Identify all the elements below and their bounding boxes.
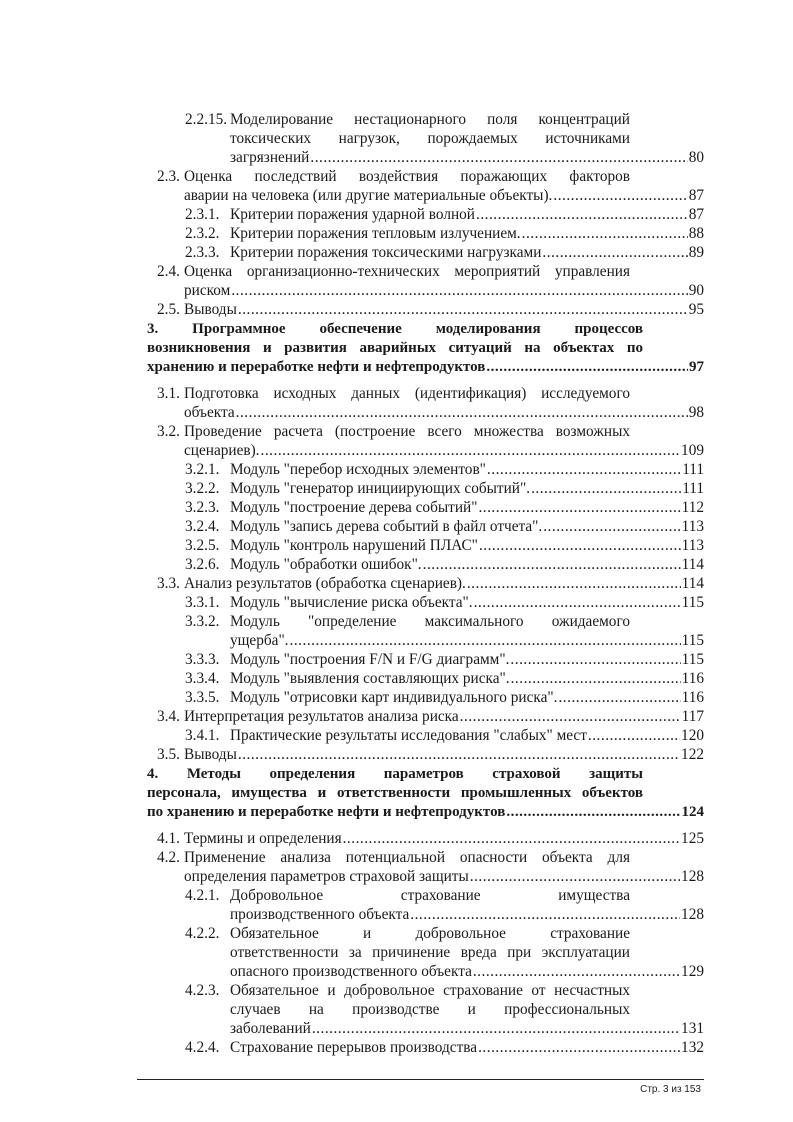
dot-leader (310, 148, 687, 167)
toc-entry-title: Модуль "обработки ошибок". (230, 556, 422, 573)
toc-entry-title: объекта (184, 404, 235, 421)
toc-entry[interactable] (0, 745, 793, 764)
dot-leader (478, 1038, 680, 1057)
toc-entry-title: Выводы (184, 301, 237, 318)
dot-leader (312, 1019, 680, 1038)
toc-entry-number: 3.1. (157, 385, 180, 402)
dot-leader (470, 867, 680, 886)
dot-leader (231, 281, 687, 300)
toc-entry-title: хранению и переработке нефти и нефтепродуктов (147, 359, 486, 375)
toc-entry-title: Программное обеспечение моделирования процессов (192, 321, 643, 337)
toc-entry-title: Обязательное и добровольное страхование от несчастных (230, 982, 630, 999)
dot-leader (473, 962, 680, 981)
dot-leader (558, 688, 680, 707)
toc-entry-title: Практические результаты исследования "слабых" мест (230, 727, 587, 744)
toc-entry-page: 132 (681, 1039, 704, 1056)
dot-leader (478, 498, 680, 517)
toc-entry[interactable] (0, 981, 793, 1038)
toc-entry-page: 125 (681, 830, 704, 847)
toc-entry-title: Выводы (184, 746, 237, 763)
toc-entry-number: 3.2.1. (185, 461, 220, 478)
toc-entry-number: 2.3.2. (185, 225, 220, 242)
toc-entry-number: 3.3.2. (185, 613, 220, 630)
toc-entry-title: Добровольное страхование имущества (230, 887, 630, 904)
toc-entry-title: Обязательное и добровольное страхование (230, 925, 630, 942)
toc-entry[interactable] (0, 765, 793, 822)
toc-entry-page: 128 (681, 906, 704, 923)
dot-leader (553, 186, 687, 205)
toc-entry-page: 114 (681, 575, 704, 592)
toc-entry-number: 2.3. (157, 168, 180, 185)
toc-entry[interactable] (0, 688, 793, 707)
toc-entry-number: 3.2.6. (185, 556, 220, 573)
toc-entry[interactable] (0, 224, 793, 243)
toc-entry-title: аварии на человека (или другие материальные объекты). (184, 187, 553, 204)
toc-entry[interactable] (0, 479, 793, 498)
toc-entry-title: Оценка последствий воздействия поражающих факторов (184, 168, 630, 185)
toc-entry[interactable] (0, 167, 793, 205)
toc-entry-page: 131 (681, 1020, 704, 1037)
toc-entry[interactable] (0, 320, 793, 377)
toc-entry-page: 98 (688, 404, 704, 421)
toc-entry-number: 3.4. (157, 708, 180, 725)
toc-entry[interactable] (0, 650, 793, 669)
toc-entry-page: 113 (681, 518, 704, 535)
toc-entry-title: Интерпретация результатов анализа риска (184, 708, 459, 725)
toc-entry-page: 124 (681, 804, 704, 820)
footer-divider (137, 1079, 704, 1080)
dot-leader (261, 441, 681, 460)
toc-entry-page: 128 (681, 868, 704, 885)
dot-leader (343, 829, 680, 848)
toc-entry-number: 4.2.3. (185, 982, 220, 999)
toc-entry-page: 111 (682, 480, 704, 497)
toc-entry-page: 129 (681, 963, 704, 980)
toc-entry[interactable] (0, 1038, 793, 1057)
toc-entry-page: 89 (688, 244, 704, 261)
toc-entry-page: 97 (689, 359, 704, 375)
toc-entry-page: 117 (681, 708, 704, 725)
toc-entry-page: 113 (681, 537, 704, 554)
toc-entry-title: Модуль "вычисление риска объекта". (230, 594, 473, 611)
toc-entry-number: 3.2.5. (185, 537, 220, 554)
toc-entry-title: Модуль "контроль нарушений ПЛАС" (230, 537, 478, 554)
page-number-footer: Стр. 3 из 153 (640, 1084, 701, 1095)
toc-entry-title: Проведение расчета (построение всего множества возможных (184, 423, 630, 440)
toc-entry[interactable] (0, 498, 793, 517)
toc-entry-title: Применение анализа потенциальной опасности объекта для (184, 849, 630, 866)
toc-entry-title: производственного объекта (230, 906, 410, 923)
toc-entry[interactable] (0, 460, 793, 479)
toc-entry-title: Подготовка исходных данных (идентификация) исследуемого (184, 385, 630, 402)
toc-entry-title: Модуль "построение дерева событий" (230, 499, 478, 516)
toc-entry-page: 88 (688, 225, 704, 242)
toc-entry-page: 111 (682, 461, 704, 478)
toc-entry-title: Моделирование нестационарного поля концентраций (230, 111, 630, 128)
toc-entry-title: сценариев). (184, 442, 260, 459)
toc-entry-page: 115 (681, 651, 704, 668)
toc-entry-number: 4.2.1. (185, 887, 220, 904)
toc-entry-page: 114 (681, 556, 704, 573)
toc-entry[interactable] (0, 555, 793, 574)
toc-entry-number: 2.4. (157, 263, 180, 280)
toc-entry-title: Анализ результатов (обработка сценариев). (184, 575, 466, 592)
toc-entry[interactable] (0, 384, 793, 422)
toc-entry-number: 2.3.1. (185, 206, 220, 223)
dot-leader (290, 631, 681, 650)
toc-entry-number: 3.3.4. (185, 670, 220, 687)
dot-leader (511, 669, 681, 688)
toc-entry-number: 4.1. (157, 830, 180, 847)
dot-leader (486, 358, 688, 377)
toc-entry-page: 87 (688, 206, 704, 223)
toc-entry-number: 2.3.3. (185, 244, 220, 261)
toc-entry-page: 109 (681, 442, 704, 459)
toc-entry-title: загрязнений (230, 149, 310, 166)
toc-entry-number: 3.2.4. (185, 518, 220, 535)
toc-entry[interactable] (0, 848, 793, 886)
toc-entry-title: возникновения и развития аварийных ситуаций на объектах по (147, 340, 643, 356)
toc-entry-page: 112 (681, 499, 704, 516)
toc-entry[interactable] (0, 829, 793, 848)
dot-leader (467, 574, 681, 593)
toc-entry-title: Критерии поражения ударной волной (230, 206, 475, 223)
toc-entry[interactable] (0, 517, 793, 536)
toc-entry-title: Модуль "определение максимального ожидаемого (230, 613, 630, 630)
toc-entry-page: 116 (681, 670, 704, 687)
toc-entry-number: 4.2.2. (185, 925, 220, 942)
toc-entry-title: случаев на производстве и профессиональных (230, 1001, 630, 1018)
dot-leader (238, 300, 688, 319)
toc-entry[interactable] (0, 886, 793, 924)
dot-leader (474, 593, 681, 612)
toc-entry-title: ущерба". (230, 632, 289, 649)
toc-entry-page: 115 (681, 632, 704, 649)
toc-entry-page: 90 (688, 282, 704, 299)
toc-entry-page: 120 (681, 727, 704, 744)
toc-entry-page: 95 (688, 301, 704, 318)
toc-entry-number: 3.4.1. (185, 727, 220, 744)
toc-entry-title: Термины и определения (184, 830, 342, 847)
toc-entry[interactable] (0, 574, 793, 593)
dot-leader (506, 803, 680, 822)
toc-entry-page: 80 (688, 149, 704, 166)
toc-entry-title: Модуль "запись дерева событий в файл отчета". (230, 518, 543, 535)
toc-entry-title: Модуль "перебор исходных элементов" (230, 461, 486, 478)
toc-entry-number: 3.2. (157, 423, 180, 440)
toc-entry-page: 116 (681, 689, 704, 706)
toc-entry-title: Критерии поражения токсическими нагрузками (230, 244, 542, 261)
toc-entry-number: 3.3. (157, 575, 180, 592)
toc-entry-page: 87 (688, 187, 704, 204)
toc-entry[interactable] (0, 300, 793, 319)
toc-entry-number: 3.3.1. (185, 594, 220, 611)
dot-leader (476, 205, 688, 224)
dot-leader (543, 517, 680, 536)
toc-entry[interactable] (0, 924, 793, 981)
dot-leader (522, 224, 688, 243)
table-of-contents (0, 110, 793, 1057)
dot-leader (510, 650, 680, 669)
dot-leader (236, 403, 688, 422)
dot-leader (238, 745, 680, 764)
toc-entry-title: Модуль "выявления составляющих риска". (230, 670, 510, 687)
dot-leader (460, 707, 681, 726)
toc-entry-number: 2.5. (157, 301, 180, 318)
toc-entry[interactable] (0, 726, 793, 745)
dot-leader (410, 905, 680, 924)
toc-entry-title: Методы определения параметров страховой защиты (186, 766, 643, 782)
toc-entry-number: 4. (147, 766, 159, 782)
toc-entry-number: 2.2.15. (185, 111, 228, 128)
toc-entry[interactable] (0, 110, 793, 167)
toc-entry[interactable] (0, 262, 793, 300)
toc-entry[interactable] (0, 536, 793, 555)
toc-entry-title: Оценка организационно-технических мероприятий управления (184, 263, 630, 280)
toc-entry-number: 3.3.3. (185, 651, 220, 668)
toc-entry-title: по хранению и переработке нефти и нефтепродуктов (147, 804, 506, 820)
toc-entry-number: 4.2. (157, 849, 180, 866)
dot-leader (588, 726, 680, 745)
toc-entry-title: персонала, имущества и ответственности промышленных объектов (147, 785, 643, 801)
toc-entry[interactable] (0, 612, 793, 650)
toc-entry-title: Страхование перерывов производства (230, 1039, 478, 1056)
toc-entry-title: определения параметров страховой защиты (184, 868, 469, 885)
toc-entry-page: 122 (681, 746, 704, 763)
toc-entry-number: 3.2.3. (185, 499, 220, 516)
toc-entry-title: заболеваний (230, 1020, 311, 1037)
toc-entry[interactable] (0, 707, 793, 726)
toc-entry-title: токсических нагрузок, порождаемых источниками (230, 130, 630, 147)
dot-leader (479, 536, 681, 555)
toc-entry-title: опасного производственного объекта (230, 963, 472, 980)
toc-entry[interactable] (0, 669, 793, 688)
dot-leader (487, 460, 681, 479)
toc-entry-number: 4.2.4. (185, 1039, 220, 1056)
toc-entry-number: 3. (147, 321, 159, 337)
toc-entry-page: 115 (681, 594, 704, 611)
toc-entry[interactable] (0, 243, 793, 262)
toc-entry-title: Критерии поражения тепловым излучением. (230, 225, 521, 242)
toc-entry-title: Модуль "отрисовки карт индивидуального риска". (230, 689, 558, 706)
toc-entry[interactable] (0, 205, 793, 224)
toc-entry-number: 3.2.2. (185, 480, 220, 497)
toc-entry-number: 3.5. (157, 746, 180, 763)
dot-leader (531, 479, 681, 498)
toc-entry[interactable] (0, 593, 793, 612)
dot-leader (423, 555, 681, 574)
toc-entry-title: ответственности за причинение вреда при эксплуатации (230, 944, 630, 961)
toc-entry-number: 3.3.5. (185, 689, 220, 706)
toc-entry-title: риском (184, 282, 231, 299)
toc-entry-title: Модуль "построения F/N и F/G диаграмм". (230, 651, 510, 668)
dot-leader (542, 243, 687, 262)
toc-entry-title: Модуль "генератор инициирующих событий". (230, 480, 531, 497)
toc-entry[interactable] (0, 422, 793, 460)
